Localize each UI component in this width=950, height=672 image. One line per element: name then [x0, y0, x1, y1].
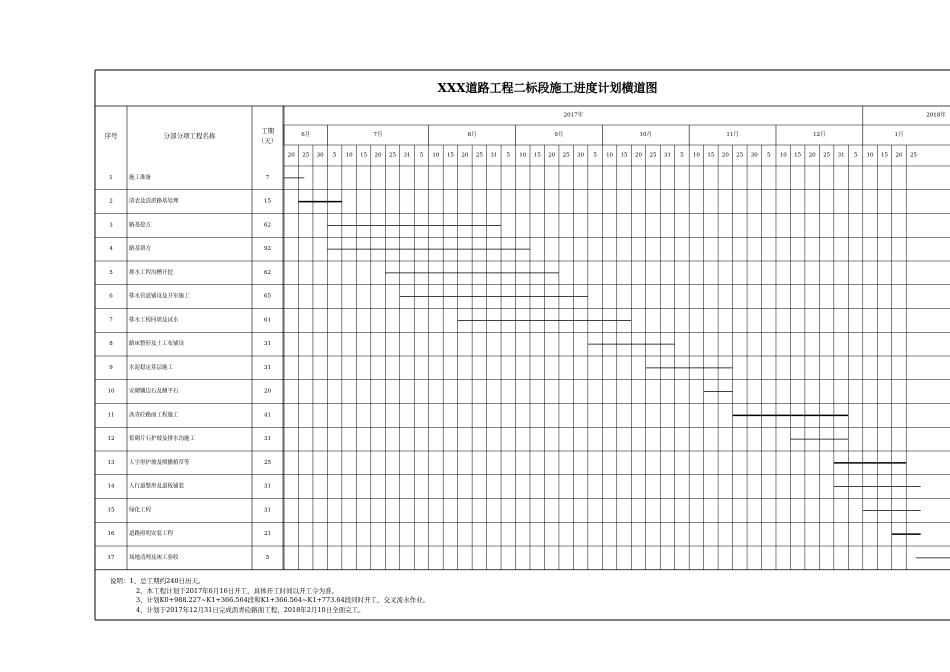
task-name: 安砌镶边石及侧平石 [129, 388, 179, 395]
day-label: 10 [519, 152, 527, 159]
day-label: 25 [736, 152, 744, 159]
day-label: 10 [692, 152, 700, 159]
task-duration: 21 [264, 531, 271, 538]
month-label: 6月 [301, 132, 311, 138]
day-label: 20 [635, 152, 643, 159]
task-number: 6 [109, 293, 113, 300]
day-label: 15 [707, 152, 715, 159]
year-label: 2018年 [926, 112, 946, 119]
day-label: 20 [287, 152, 295, 159]
task-number: 13 [107, 459, 115, 466]
day-label: 25 [649, 152, 657, 159]
day-label: 30 [577, 152, 585, 159]
task-number: 17 [107, 554, 115, 561]
day-label: 20 [808, 152, 816, 159]
notes-block [110, 577, 429, 615]
task-duration: 41 [264, 412, 271, 419]
day-label: 5 [419, 152, 424, 159]
day-label: 25 [909, 152, 917, 159]
task-name: 清表及清淤路基处理 [129, 198, 179, 205]
task-name: 水泥稳定基层施工 [129, 364, 174, 371]
task-duration: 65 [264, 293, 271, 300]
task-number: 9 [109, 364, 113, 371]
task-name: 人字形护坡及喷播植草等 [129, 459, 190, 466]
task-name: 人行道整形及道板铺装 [129, 483, 185, 490]
day-label: 5 [332, 152, 337, 159]
day-label: 10 [432, 152, 440, 159]
task-duration: 20 [264, 388, 271, 395]
day-label: 15 [620, 152, 628, 159]
month-label: 8月 [467, 132, 477, 138]
year-label: 2017年 [563, 112, 584, 119]
day-label: 25 [475, 152, 483, 159]
month-label: 7月 [373, 132, 383, 138]
task-number: 14 [107, 483, 115, 490]
day-label: 25 [302, 152, 310, 159]
day-label: 10 [345, 152, 353, 159]
month-label: 10月 [639, 132, 652, 138]
day-label: 20 [374, 152, 382, 159]
task-name: 场地清理及竣工验收 [129, 554, 179, 561]
task-name: 浆砌片石护坡及排水沟施工 [129, 436, 196, 443]
day-label: 15 [360, 152, 368, 159]
day-label: 31 [663, 152, 671, 159]
task-name: 施工准备 [129, 174, 152, 181]
task-duration: 31 [264, 436, 271, 443]
task-name: 路床整形及土工布铺设 [129, 341, 185, 348]
day-label: 25 [562, 152, 570, 159]
month-label: 12月 [813, 132, 826, 138]
month-label: 9月 [554, 132, 564, 138]
header-duration: 工期 [261, 127, 274, 135]
chart-title: XXX道路工程二标段施工进度计划横道图 [437, 81, 658, 95]
task-duration: 15 [264, 198, 271, 205]
task-duration: 62 [264, 222, 271, 229]
day-label: 5 [766, 152, 771, 159]
header-duration-unit: （天） [257, 137, 278, 145]
task-number: 5 [109, 269, 113, 276]
task-name: 道路照明安装工程 [129, 531, 174, 538]
day-label: 5 [593, 152, 597, 159]
task-name: 排水管道铺设及井室施工 [129, 293, 190, 300]
day-label: 15 [446, 152, 454, 159]
day-label: 5 [680, 152, 684, 159]
day-label: 30 [750, 152, 758, 159]
day-label: 5 [853, 152, 858, 159]
day-label: 31 [837, 152, 845, 159]
day-label: 20 [461, 152, 469, 159]
header-seq: 序号 [104, 132, 118, 140]
day-label: 25 [389, 152, 397, 159]
task-name: 路基填方 [129, 246, 152, 253]
note-line: 4、计划于2017年12月31日完成沥青砼路面工程，2018年2月10日全面完工。 [136, 605, 365, 614]
task-number: 16 [107, 531, 115, 538]
month-label: 11月 [726, 132, 739, 138]
task-number: 12 [107, 436, 115, 443]
task-name: 路基挖方 [129, 222, 152, 229]
task-number: 10 [107, 388, 115, 395]
task-duration: 92 [264, 246, 271, 253]
task-duration: 25 [264, 459, 271, 466]
task-number: 15 [107, 507, 115, 514]
task-name: 排水工程沟槽开挖 [129, 269, 174, 276]
task-duration: 31 [264, 483, 271, 490]
task-duration: 5 [265, 554, 270, 561]
day-label: 15 [533, 152, 541, 159]
month-label: 1月 [894, 132, 904, 138]
task-duration: 31 [264, 364, 271, 371]
day-label: 10 [606, 152, 614, 159]
task-duration: 61 [264, 317, 271, 324]
day-label: 20 [721, 152, 729, 159]
day-label: 31 [403, 152, 411, 159]
task-number: 11 [107, 412, 115, 419]
task-number: 7 [109, 317, 113, 324]
note-line: 3、计划K0+988.227~K1+366.564段和K1+366.564~K1+773.64段同时开工，交叉流水作业。 [136, 596, 430, 604]
day-label: 5 [506, 152, 511, 159]
task-name: 排水工程回填及试水 [129, 317, 179, 324]
day-label: 15 [881, 152, 889, 159]
task-number: 8 [109, 341, 113, 348]
note-line: 2、本工程计划于2017年6月16日开工，具体开工时间以开工令为准。 [136, 586, 339, 595]
day-label: 10 [779, 152, 787, 159]
task-number: 3 [109, 222, 113, 229]
day-label: 15 [794, 152, 802, 159]
task-number: 4 [109, 246, 113, 253]
task-number: 1 [109, 174, 113, 181]
task-duration: 31 [264, 341, 271, 348]
task-duration: 7 [265, 174, 270, 181]
day-label: 30 [316, 152, 324, 159]
day-label: 25 [823, 152, 831, 159]
task-name: 绿化工程 [129, 507, 152, 514]
day-label: 20 [895, 152, 903, 159]
note-line: 说明：1、总工期约240日历天。 [110, 577, 205, 585]
task-duration: 31 [264, 507, 271, 514]
task-name: 沥青砼路面工程施工 [129, 412, 179, 419]
day-label: 10 [866, 152, 874, 159]
task-duration: 62 [264, 269, 271, 276]
day-label: 31 [490, 152, 498, 159]
day-label: 20 [548, 152, 556, 159]
task-number: 2 [109, 198, 113, 205]
header-name: 分部分项工程名称 [163, 132, 216, 140]
